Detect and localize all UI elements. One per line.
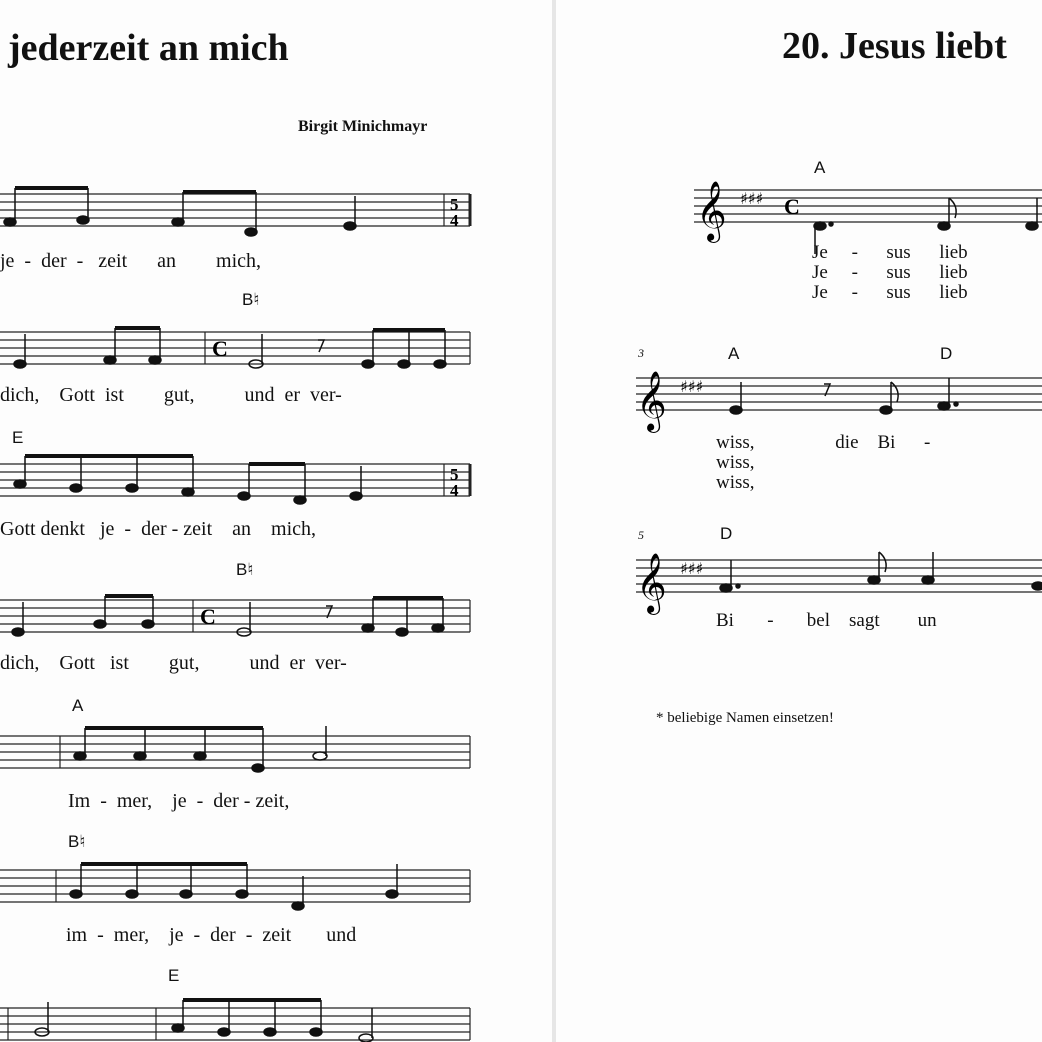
svg-text:5: 5 <box>450 195 459 214</box>
verse-1-lyric: Je - sus lieb <box>812 242 968 263</box>
chord-symbol: E <box>168 966 180 985</box>
lyric-line-4: dich, Gott ist gut, und er ver- <box>0 652 347 674</box>
svg-text:C: C <box>200 604 216 629</box>
music-staff-6 <box>0 856 552 916</box>
chord-symbol: D <box>940 344 953 363</box>
chord-symbol: A <box>728 344 740 363</box>
chord-symbol: B♮ <box>68 832 86 851</box>
music-staff-r1 <box>556 176 1042 246</box>
footnote: * beliebige Namen einsetzen! <box>656 710 834 726</box>
svg-text:𝄞: 𝄞 <box>696 181 727 241</box>
lyric-line-6: im - mer, je - der - zeit und <box>66 924 357 946</box>
music-staff-7 <box>0 994 552 1042</box>
verse-2-lyric: wiss, <box>716 452 755 473</box>
svg-text:♯♯♯: ♯♯♯ <box>740 189 764 208</box>
lyric-line-2: dich, Gott ist gut, und er ver- <box>0 384 342 406</box>
chord-symbol: B♮ <box>242 290 260 309</box>
right-page <box>556 0 1042 1042</box>
verse-1-lyric: Bi - bel sagt un <box>716 610 937 631</box>
measure-number: 3 <box>638 346 644 360</box>
svg-text:𝄞: 𝄞 <box>636 371 667 431</box>
verse-2-lyric: Je - sus lieb <box>812 262 968 283</box>
svg-text:C: C <box>212 336 228 361</box>
chord-symbol: B♮ <box>236 560 254 579</box>
svg-text:4: 4 <box>450 481 459 500</box>
chord-symbol: A <box>72 696 84 715</box>
chord-symbol: E <box>12 428 24 447</box>
music-staff-2 <box>0 318 552 378</box>
measure-number: 5 <box>638 528 644 542</box>
music-staff-3 <box>0 450 552 510</box>
svg-text:𝄞: 𝄞 <box>636 553 667 613</box>
chord-symbol: A <box>814 158 826 177</box>
music-staff-r3 <box>556 546 1042 616</box>
svg-text:5: 5 <box>450 465 459 484</box>
song-title-left: jederzeit an mich <box>8 27 289 69</box>
svg-text:C: C <box>784 194 800 219</box>
music-staff-1 <box>0 180 552 240</box>
lyric-line-3: Gott denkt je - der - zeit an mich, <box>0 518 317 540</box>
svg-text:4: 4 <box>450 211 459 230</box>
lyric-line-5: Im - mer, je - der - zeit, <box>68 790 290 812</box>
lyric-line-1: je - der - zeit an mich, <box>0 250 262 272</box>
verse-3-lyric: Je - sus lieb <box>812 282 968 303</box>
music-staff-4 <box>0 586 552 646</box>
verse-3-lyric: wiss, <box>716 472 755 493</box>
song-title-right: 20. Jesus liebt <box>782 25 1007 67</box>
song-author: Birgit Minichmayr <box>298 118 428 135</box>
svg-text:♯♯♯: ♯♯♯ <box>680 377 704 396</box>
verse-1-lyric: wiss, die Bi - <box>716 432 931 453</box>
svg-text:♯♯♯: ♯♯♯ <box>680 559 704 578</box>
music-staff-r2 <box>556 364 1042 434</box>
music-staff-5 <box>0 722 552 782</box>
chord-symbol: D <box>720 524 733 543</box>
